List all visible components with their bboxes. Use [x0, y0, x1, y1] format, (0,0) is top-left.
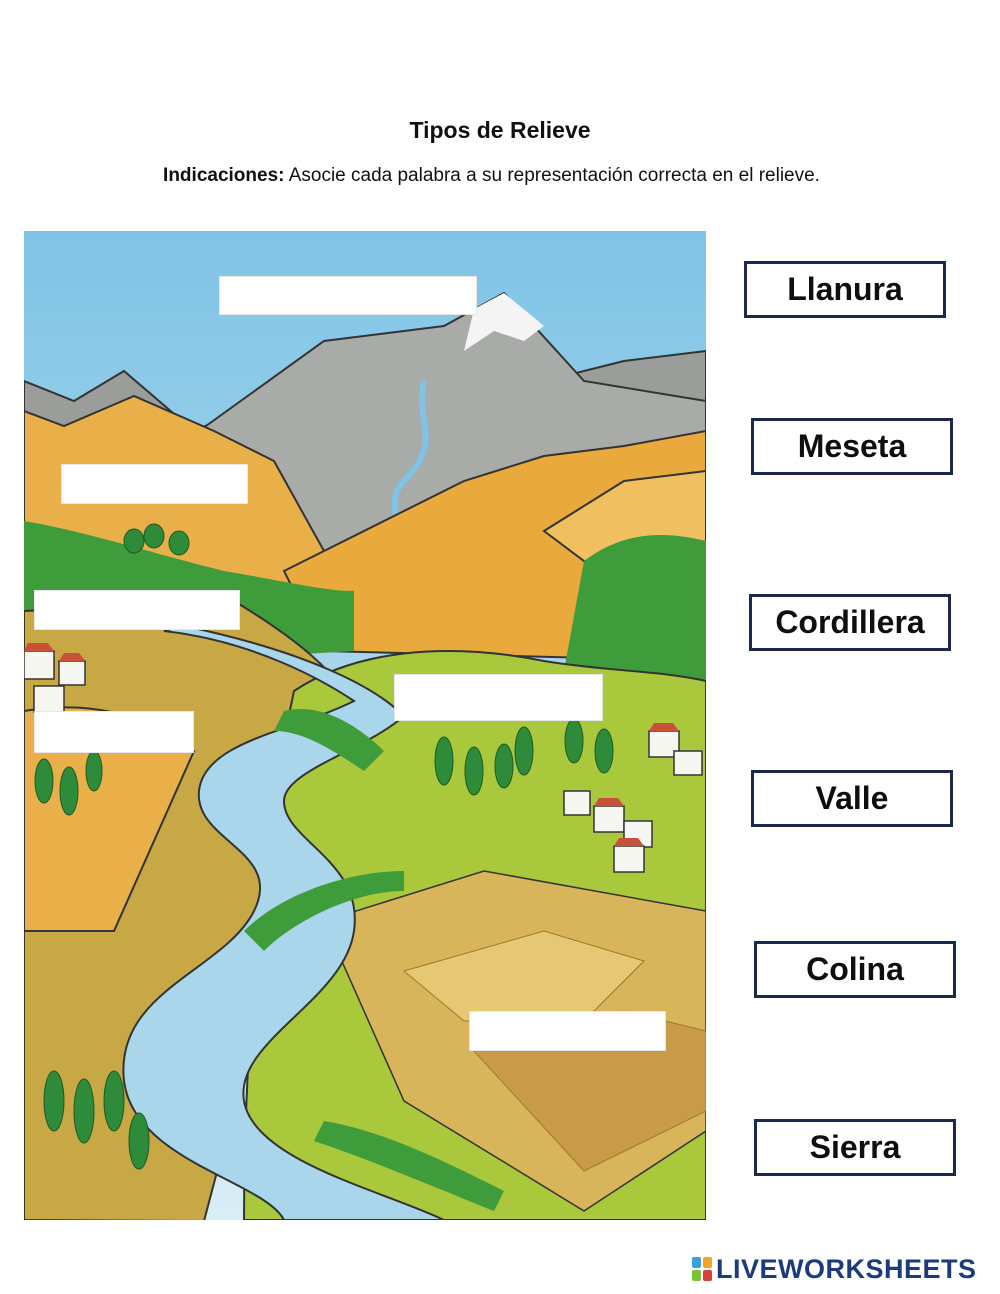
drop-zone[interactable] — [394, 674, 603, 721]
liveworksheets-logo-icon — [692, 1257, 712, 1281]
drop-zone[interactable] — [469, 1011, 666, 1051]
word-tile-cordillera[interactable]: Cordillera — [749, 594, 951, 651]
word-tile-llanura[interactable]: Llanura — [744, 261, 946, 318]
drop-zone[interactable] — [34, 590, 240, 630]
drop-zone[interactable] — [34, 711, 194, 753]
brand-name: LIVEWORKSHEETS — [716, 1253, 977, 1284]
word-tile-valle[interactable]: Valle — [751, 770, 953, 827]
instructions-text: Asocie cada palabra a su representación correcta en el relieve. — [284, 165, 820, 186]
liveworksheets-logo — [692, 1254, 977, 1284]
drop-zone[interactable] — [219, 276, 477, 315]
worksheet-title: Tipos de Relieve — [409, 117, 591, 143]
instructions — [0, 165, 983, 187]
instructions-label: Indicaciones: — [163, 165, 285, 186]
word-tile-meseta[interactable]: Meseta — [751, 418, 953, 475]
word-tile-sierra[interactable]: Sierra — [754, 1119, 956, 1176]
relief-landscape-illustration — [24, 231, 706, 1220]
drop-zone[interactable] — [61, 464, 248, 504]
word-tile-colina[interactable]: Colina — [754, 941, 956, 998]
